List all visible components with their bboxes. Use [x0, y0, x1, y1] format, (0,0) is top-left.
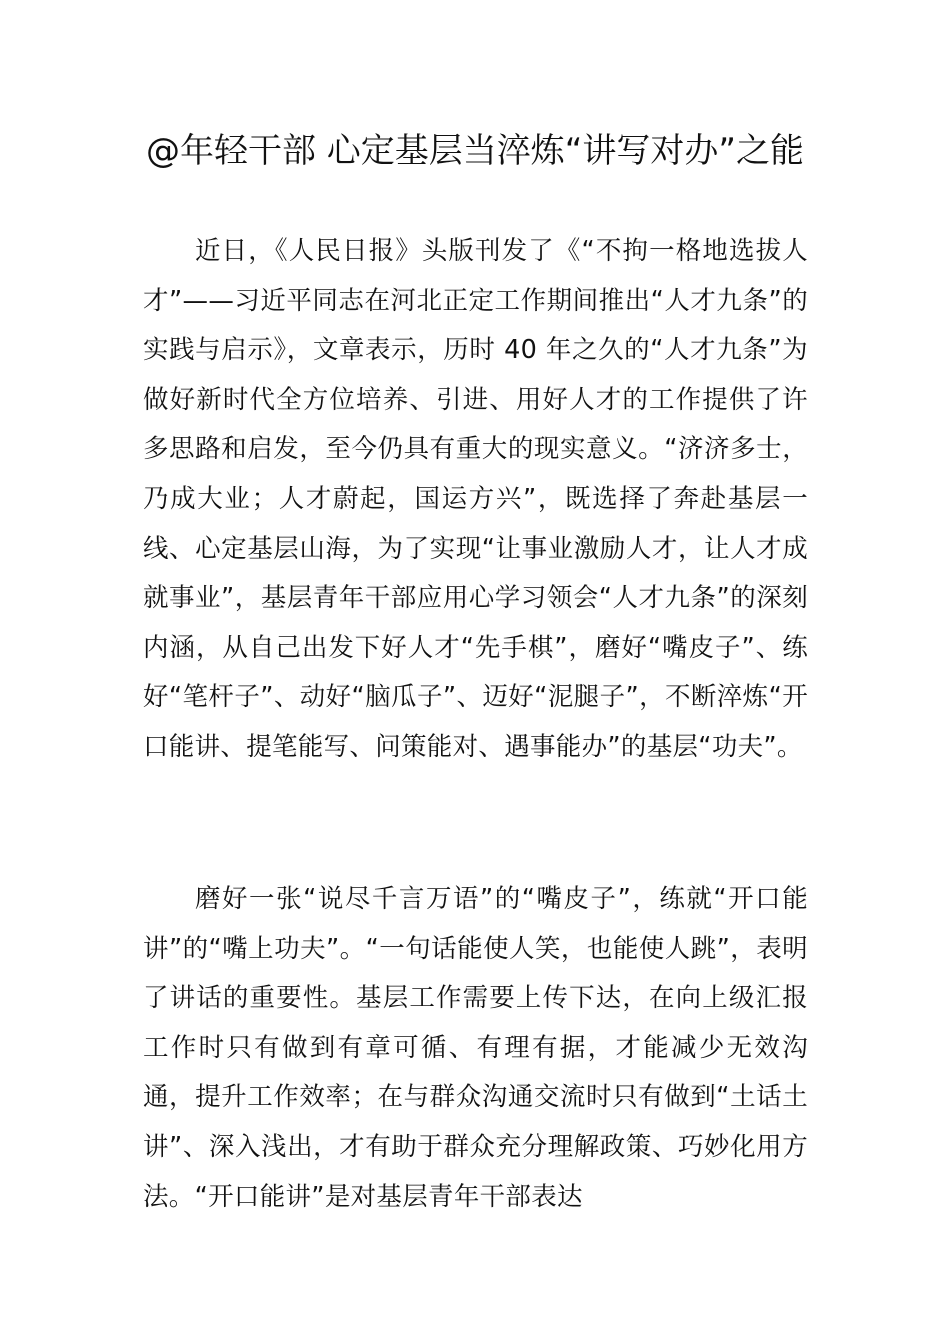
document-title: @年轻干部 心定基层当淬炼“讲写对办”之能: [145, 131, 805, 171]
body-paragraph: 磨好一张“说尽千言万语”的“嘴皮子”，练就“开口能讲”的“嘴上功夫”。“一句话能使人笑，也能使人跳”，表明了讲话的重要性。基层工作需要上传下达，在向上级汇报工作时只有做到有章可循、有理有据，才能减少无效沟通，提升工作效率；在与群众沟通交流时只有做到“土话土讲”、深入浅出，才有助于群众充分理解政策、巧妙化用方法。“开口能讲”是对基层青年干部表达: [143, 884, 808, 1212]
body-paragraph: 近日，《人民日报》头版刊发了《“不拘一格地选拔人才”——习近平同志在河北正定工作期间推出“人才九条”的实践与启示》，文章表示，历时 40 年之久的“人才九条”为做好新时代全方位培养、引进、用好人才的工作提供了许多思路和启发，至今仍具有重大的现实意义。“济济多士，乃成大业；人才蔚起，国运方兴”，既选择了奔赴基层一线、心定基层山海，为了实现“让事业激励人才，让人才成就事业”，基层青年干部应用心学习领会“人才九条”的深刻内涵，从自己出发下好人才“先手棋”，磨好“嘴皮子”、练好“笔杆子”、动好“脑瓜子”、迈好“泥腿子”，不断淬炼“开口能讲、提笔能写、问策能对、遇事能办”的基层“功夫”。: [143, 236, 808, 762]
